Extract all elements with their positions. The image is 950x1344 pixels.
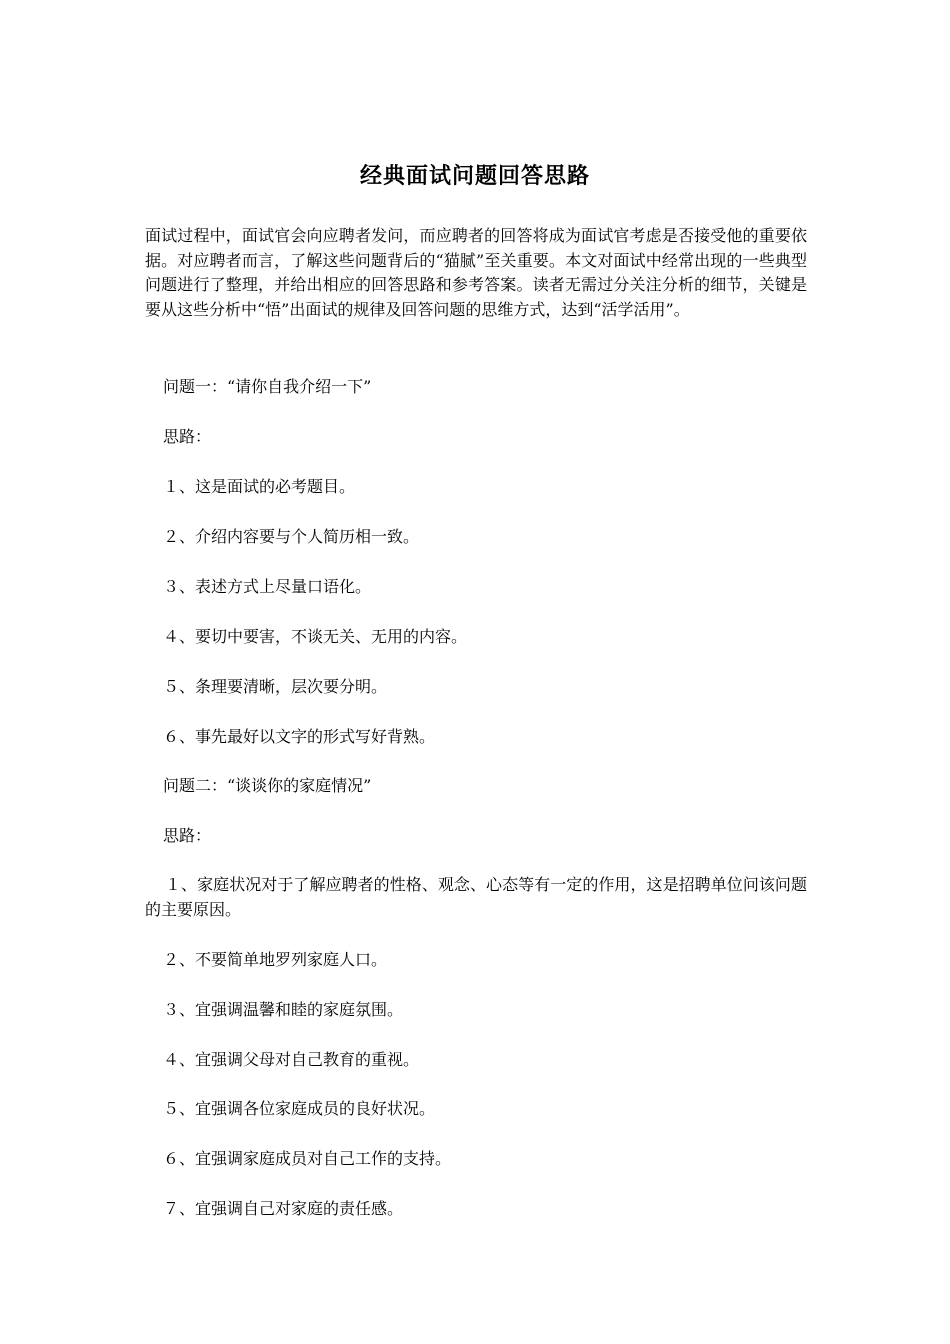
list-item: ６、事先最好以文字的形式写好背熟。 <box>163 727 436 746</box>
list-item: ３、表述方式上尽量口语化。 <box>163 577 372 596</box>
list-item: ３、宜强调温馨和睦的家庭氛围。 <box>163 1000 404 1019</box>
list-item: ４、要切中要害，不谈无关、无用的内容。 <box>163 627 468 646</box>
list-item: ２、不要简单地罗列家庭人口。 <box>163 950 388 969</box>
list-item: ５、条理要清晰，层次要分明。 <box>163 677 388 696</box>
list-item: ７、宜强调自己对家庭的责任感。 <box>163 1199 404 1218</box>
list-item: ６、宜强调家庭成员对自己工作的支持。 <box>163 1149 452 1168</box>
list-item: ２、介绍内容要与个人简历相一致。 <box>163 527 420 546</box>
thinking-label: 思路： <box>163 427 212 446</box>
list-item: １、家庭状况对于了解应聘者的性格、观念、心态等有一定的作用，这是招聘单位问该问题的主要原因。 <box>145 875 807 919</box>
question-one: 问题一：“请你自我介绍一下” <box>163 377 372 396</box>
intro-paragraph: 面试过程中，面试官会向应聘者发问，而应聘者的回答将成为面试官考虑是否接受他的重要依据。对应聘者而言，了解这些问题背后的“猫腻”至关重要。本文对面试中经常出现的一些典型问题进行了整理，并给出相应的回答思路和参考答案。读者无需过分关注分析的细节，关键是要从这些分析中“悟”出面试的规律及回答问题的思维方式，达到“活学活用”。 <box>145 226 807 319</box>
document-title: 经典面试问题回答思路 <box>359 163 590 189</box>
list-item: ４、宜强调父母对自己教育的重视。 <box>163 1050 420 1069</box>
list-item: １、这是面试的必考题目。 <box>163 477 356 496</box>
thinking-label: 思路： <box>163 826 212 845</box>
question-two: 问题二：“谈谈你的家庭情况” <box>163 776 372 795</box>
list-item: ５、宜强调各位家庭成员的良好状况。 <box>163 1099 436 1118</box>
